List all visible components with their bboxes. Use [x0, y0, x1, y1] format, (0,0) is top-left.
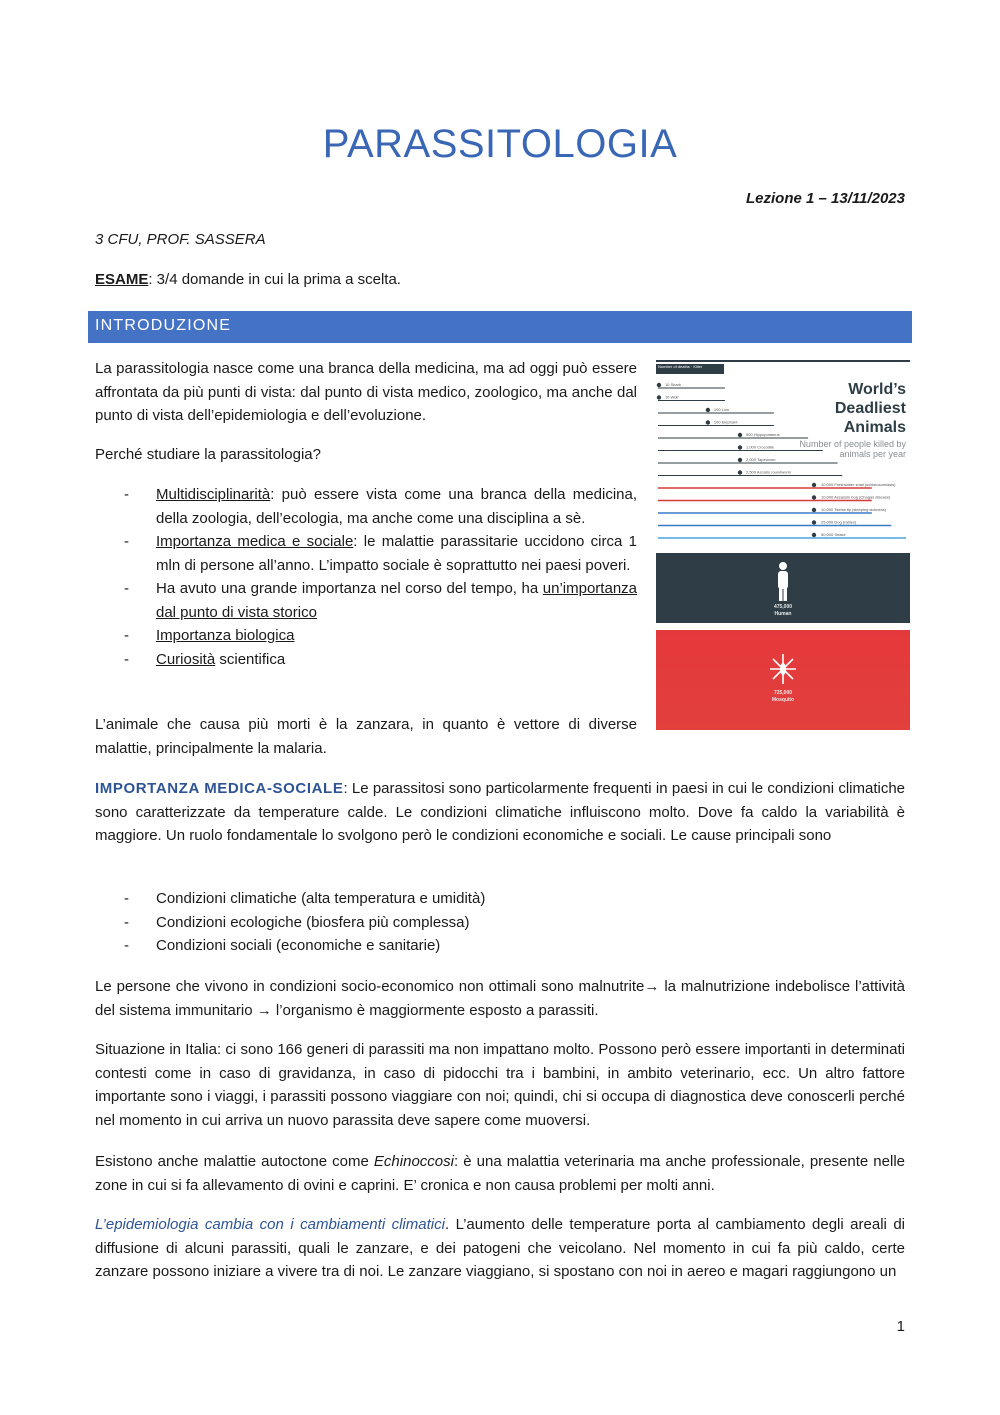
- italia-paragraph: Situazione in Italia: ci sono 166 generi di parassiti ma non impattano molto. Possono però essere importanti in determinati contesti come in caso di gravidanza, in caso di pidocchi tra i bambini, in ambito veterinario, ecc. Un altro fattore importante sono i viaggi, i parassiti possono viaggiare con noi; quindi, chi si occupa di diagnostica deve conoscerli perché nel momento in cui arriva un nuovo parassita deve sapere come muoversi.: [95, 1041, 905, 1129]
- exam-text: : 3/4 domande in cui la prima a scelta.: [148, 271, 401, 288]
- animal-icon: [812, 495, 816, 499]
- animal-icon: [657, 383, 661, 387]
- malnutrition-paragraph: Le persone che vivono in condizioni socio-economico non ottimali sono malnutrite→ la malnutrizione indebolisce l’attività del sistema immunitario → l’organismo è maggiormente esposto a parassiti.: [95, 978, 905, 1019]
- infographic-row-label: 1,000 Crocodile: [746, 444, 775, 450]
- infographic-row-label: 25,000 Dog (rabies): [821, 519, 857, 525]
- mosquito-value: 725,000: [773, 690, 793, 696]
- intro-question: Perché studiare la parassitologia?: [95, 446, 321, 463]
- list-item: - Importanza medica e sociale: le malattie parassitarie uccidono circa 1 mln di persone all’anno. L’impatto sociale è soprattutto nei paesi poveri.: [124, 533, 637, 574]
- list-item: - Condizioni climatiche (alta temperatura e umidità): [124, 890, 486, 907]
- animal-icon: [738, 445, 742, 449]
- infographic-chart-panel: [656, 360, 910, 550]
- page-title: PARASSITOLOGIA: [322, 122, 678, 166]
- mosquito-icon: [656, 630, 910, 730]
- animal-icon: [812, 520, 816, 524]
- exam-info: [95, 271, 401, 288]
- medica-sociale-keyword: IMPORTANZA MEDICA-SOCIALE: [95, 780, 344, 797]
- page-number: 1: [896, 1318, 905, 1335]
- course-info: 3 CFU, PROF. SASSERA: [95, 231, 266, 248]
- list-item: - Curiosità scientifica: [124, 650, 286, 668]
- section-heading-introduzione: INTRODUZIONE: [88, 311, 912, 343]
- human-label: Human: [774, 611, 792, 617]
- list-item: - Ha avuto una grande importanza nel corso del tempo, ha un’importanza dal punto di vista storico: [124, 580, 637, 621]
- animal-icon: [738, 470, 742, 474]
- animal-icon: [706, 420, 710, 424]
- infographic-header: Number of deaths · Killer: [656, 364, 724, 374]
- infographic-mosquito-panel: [656, 630, 910, 730]
- list-item: - Multidisciplinarità: può essere vista come una branca della medicina, della zoologia, dell’ecologia, ma anche come una disciplina a sè.: [124, 486, 637, 527]
- animal-icon: [706, 408, 710, 412]
- deadliest-animals-infographic: [656, 360, 910, 730]
- causes-list: [95, 887, 905, 958]
- infographic-row-label: 2,000 Tapeworm: [746, 457, 776, 462]
- infographic-row-label: 10 Wolf: [664, 394, 679, 400]
- animal-icon: [738, 458, 742, 462]
- infographic-row-label: 100 Lion: [713, 407, 730, 412]
- echinococcosi-paragraph: Esistono anche malattie autoctone come Echinoccosi: è una malattia veterinaria ma anche professionale, presente nelle zone in cui si fa allevamento di ovini e caprini. E’ cronica e non causa problemi per molti anni.: [95, 1153, 905, 1194]
- animal-icon: [812, 508, 816, 512]
- intro-list: [95, 483, 637, 671]
- infographic-row-label: 10,000 Tsetse fly (sleeping sickness): [821, 507, 887, 512]
- infographic-title: World’s Deadliest Animals: [834, 381, 906, 436]
- animal-icon: [657, 395, 661, 399]
- infographic-human-panel: [656, 553, 910, 623]
- medica-sociale-paragraph: IMPORTANZA MEDICA-SOCIALE: Le parassitosi sono particolarmente frequenti in paesi in cui le condizioni climatiche sono caratterizzate da temperature calde. Le condizioni climatiche influiscono molto. Dove fa caldo la variabilità è maggiore. Un ruolo fondamentale lo svolgono però le condizioni economiche e sociali. Le cause principali sono: [95, 780, 906, 844]
- intro-paragraph: La parassitologia nasce come una branca della medicina, ma ad oggi può essere affrontata da più punti di vista: dal punto di vista medico, zoologico, ma anche dal punto di vista dell’epidemiologia e dell’evoluzione.: [95, 360, 637, 424]
- list-item: - Condizioni sociali (economiche e sanitarie): [124, 937, 441, 954]
- arrow-icon: →: [256, 1001, 272, 1019]
- animal-icon: [812, 483, 816, 487]
- mosquito-label: Mosquito: [771, 697, 795, 703]
- infographic-row-label: 500 Hippopotamus: [746, 432, 780, 437]
- infographic-row-label: 10,000 Freshwater snail (schistosomiasis): [821, 482, 896, 487]
- human-value: 475,000: [773, 604, 793, 610]
- infographic-row-label: 2,500 Ascaris roundworm: [746, 469, 792, 475]
- infographic-row-label: 100 Elephant: [713, 419, 738, 425]
- arrow-icon: →: [644, 978, 660, 995]
- infographic-row-label: 10,000 Assassin bug (Chagas disease): [821, 494, 891, 500]
- infographic-row-label: 50,000 Snake: [821, 532, 846, 537]
- mosquito-paragraph: L’animale che causa più morti è la zanzara, in quanto è vettore di diverse malattie, principalmente la malaria.: [95, 716, 637, 757]
- exam-label: ESAME: [95, 271, 149, 288]
- list-item: - Condizioni ecologiche (biosfera più complessa): [124, 913, 470, 931]
- list-item: - Importanza biologica: [124, 627, 295, 644]
- climate-paragraph: L’epidemiologia cambia con i cambiamenti climatici. L’aumento delle temperature porta al cambiamento degli areali di diffusione di alcuni parassiti, quali le zanzare, e dei patogeni che veicolano. Nel momento in cui fa più caldo, certe zanzare possono iniziare a vivere tra di noi. Le zanzare viaggiano, si spostano con noi in aereo e magari raggiungono un: [95, 1216, 905, 1280]
- animal-icon: [812, 533, 816, 537]
- animal-icon: [738, 433, 742, 437]
- infographic-row-label: 10 Shark: [664, 382, 681, 387]
- infographic-subtitle: Number of people killed by animals per year: [799, 439, 906, 459]
- lesson-date: Lezione 1 – 13/11/2023: [746, 190, 905, 207]
